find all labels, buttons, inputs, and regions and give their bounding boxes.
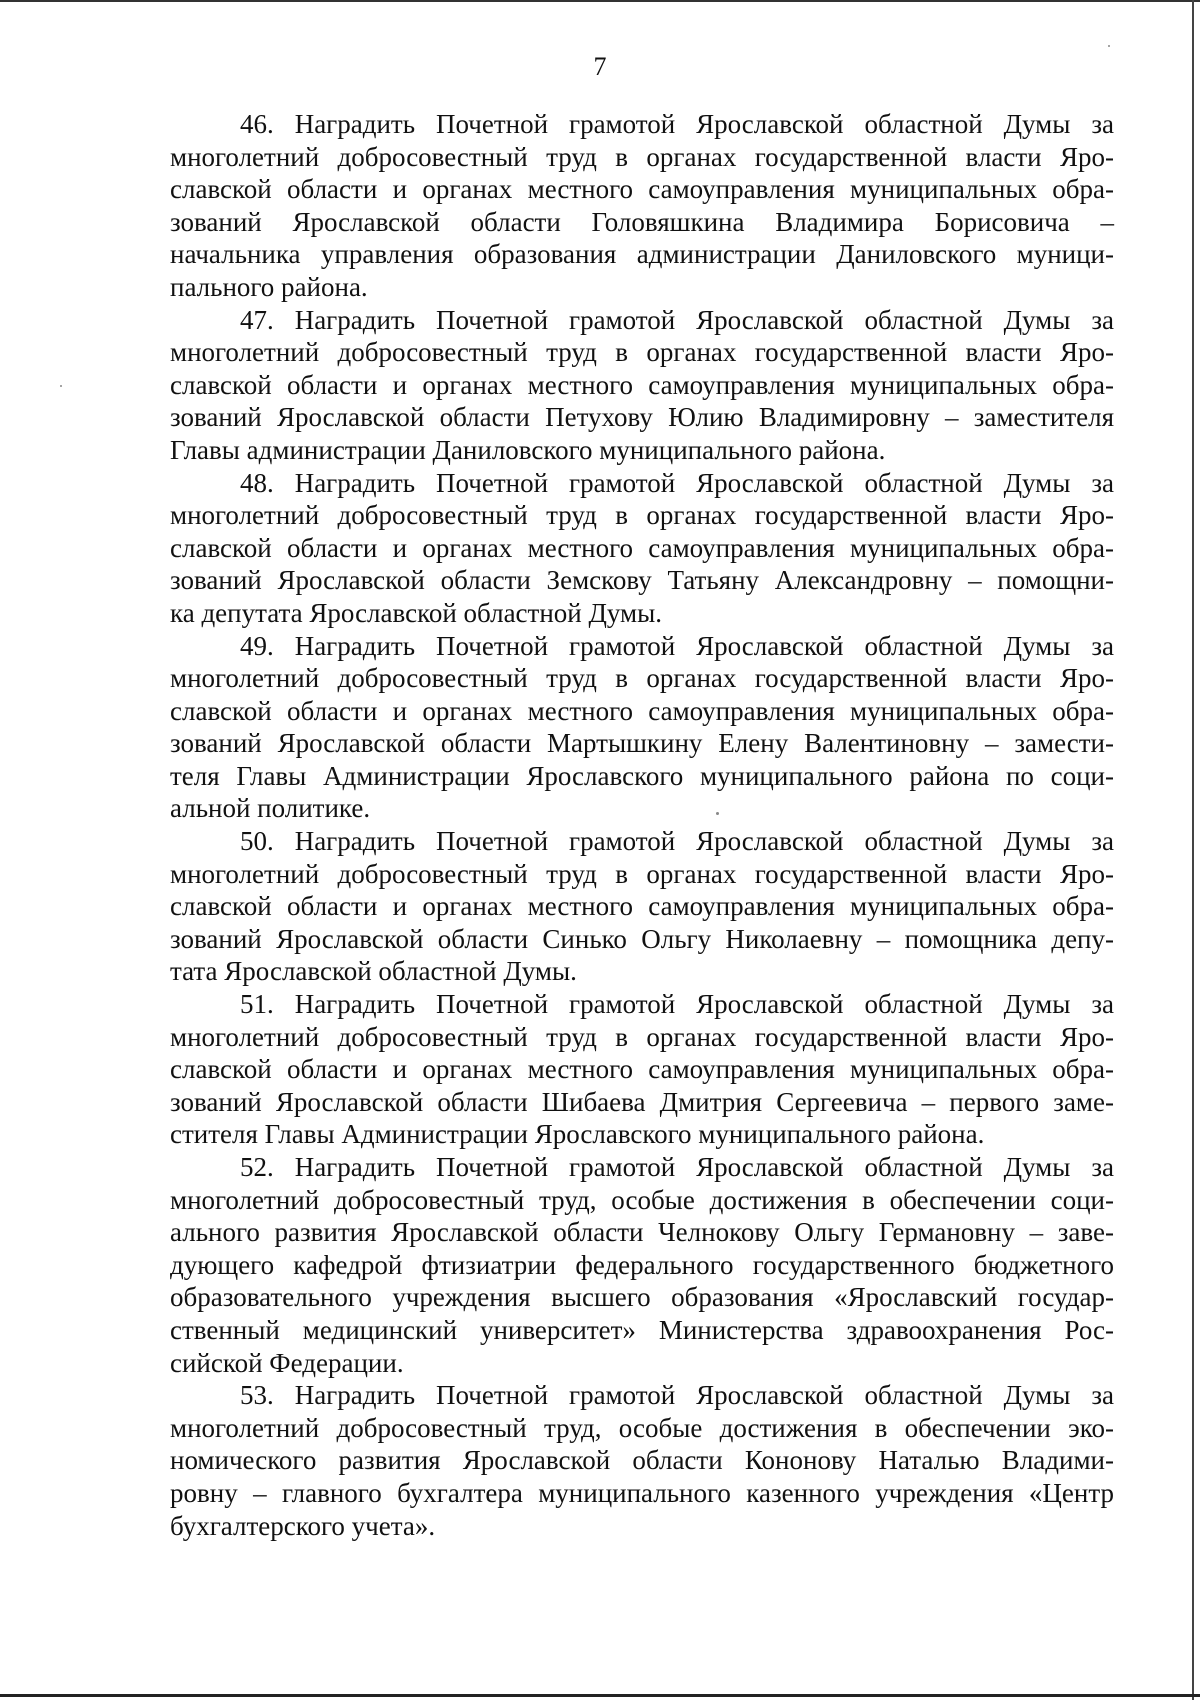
paragraph-line: многолетний добросовестный труд, особые достижения в обеспечении соци-	[170, 1184, 1114, 1215]
award-paragraph	[170, 1151, 1114, 1379]
award-paragraph	[170, 467, 1114, 630]
paragraph-line: зований Ярославской области Синько Ольгу Николаевну – помощника депу-	[170, 923, 1114, 954]
document-body	[170, 108, 1114, 1542]
paragraph-line: 50. Наградить Почетной грамотой Ярославской областной Думы за	[240, 826, 1114, 857]
paragraph-line: многолетний добросовестный труд в органах государственной власти Яро-	[170, 337, 1114, 368]
award-paragraph	[170, 1379, 1114, 1542]
paragraph-line: сийской Федерации.	[170, 1347, 404, 1378]
award-paragraph	[170, 988, 1114, 1151]
scan-edge-top	[0, 0, 1200, 2]
paragraph-line: 49. Наградить Почетной грамотой Ярославской областной Думы за	[240, 630, 1114, 661]
paragraph-line: ка депутата Ярославской областной Думы.	[170, 597, 663, 628]
paragraph-line: славской области и органах местного самоуправления муниципальных обра-	[170, 369, 1114, 400]
paragraph-line: зований Ярославской области Петухову Юлию Владимировну – заместителя	[170, 402, 1114, 433]
paragraph-line: Главы администрации Даниловского муниципального района.	[170, 434, 886, 465]
paragraph-line: многолетний добросовестный труд в органах государственной власти Яро-	[170, 1021, 1114, 1052]
paragraph-line: теля Главы Администрации Ярославского муниципального района по соци-	[170, 760, 1114, 791]
paragraph-line: 47. Наградить Почетной грамотой Ярославской областной Думы за	[240, 304, 1114, 335]
paragraph-line: ственный медицинский университет» Министерства здравоохранения Рос-	[170, 1314, 1114, 1345]
paragraph-line: номического развития Ярославской области Кононову Наталью Владими-	[170, 1445, 1114, 1476]
paragraph-line: пального района.	[170, 271, 368, 302]
scan-edge-bottom	[0, 1694, 1200, 1697]
paragraph-line: 51. Наградить Почетной грамотой Ярославской областной Думы за	[240, 989, 1114, 1020]
scan-edge-right	[1192, 0, 1194, 1700]
paragraph-line: зований Ярославской области Головяшкина Владимира Борисовича –	[170, 206, 1114, 237]
award-paragraph	[170, 108, 1114, 304]
paragraph-line: славской области и органах местного самоуправления муниципальных обра-	[170, 532, 1114, 563]
paragraph-line: 52. Наградить Почетной грамотой Ярославской областной Думы за	[240, 1152, 1114, 1182]
paragraph-line: 48. Наградить Почетной грамотой Ярославской областной Думы за	[240, 467, 1114, 498]
paragraph-line: зований Ярославской области Мартышкину Елену Валентиновну – замести-	[170, 728, 1114, 759]
paragraph-line: начальника управления образования администрации Даниловского муници-	[170, 239, 1114, 270]
paragraph-line: зований Ярославской области Шибаева Дмитрия Сергеевича – первого заме-	[170, 1086, 1114, 1117]
scan-speck	[60, 385, 62, 387]
award-paragraph	[170, 825, 1114, 988]
scan-speck	[1108, 45, 1110, 47]
award-paragraph	[170, 630, 1114, 826]
award-paragraph	[170, 304, 1114, 467]
paragraph-line: стителя Главы Администрации Ярославского муниципального района.	[170, 1119, 985, 1150]
paragraph-line: 53. Наградить Почетной грамотой Ярославской областной Думы за	[240, 1380, 1114, 1411]
paragraph-line: альной политике.	[170, 793, 371, 824]
paragraph-line: ального развития Ярославской области Челнокову Ольгу Германовну – заве-	[170, 1217, 1114, 1248]
paragraph-line: многолетний добросовестный труд в органах государственной власти Яро-	[170, 141, 1114, 172]
paragraph-line: славской области и органах местного самоуправления муниципальных обра-	[170, 695, 1114, 726]
paragraph-line: ровну – главного бухгалтера муниципального казенного учреждения «Центр	[170, 1477, 1114, 1508]
paragraph-line: славской области и органах местного самоуправления муниципальных обра-	[170, 1054, 1114, 1085]
paragraph-line: многолетний добросовестный труд в органах государственной власти Яро-	[170, 663, 1114, 694]
paragraph-line: многолетний добросовестный труд в органах государственной власти Яро-	[170, 858, 1114, 889]
paragraph-line: зований Ярославской области Земскову Татьяну Александровну – помощни-	[170, 565, 1114, 596]
paragraph-line: тата Ярославской областной Думы.	[170, 956, 577, 987]
paragraph-line: дующего кафедрой фтизиатрии федерального государственного бюджетного	[170, 1249, 1114, 1280]
paragraph-line: славской области и органах местного самоуправления муниципальных обра-	[170, 891, 1114, 922]
page-number: 7	[593, 52, 607, 81]
paragraph-line: образовательного учреждения высшего образования «Ярославский государ-	[170, 1282, 1114, 1313]
paragraph-line: славской области и органах местного самоуправления муниципальных обра-	[170, 174, 1114, 205]
paragraph-line: бухгалтерского учета».	[170, 1510, 436, 1541]
paragraph-line: многолетний добросовестный труд в органах государственной власти Яро-	[170, 500, 1114, 531]
paragraph-line: многолетний добросовестный труд, особые достижения в обеспечении эко-	[170, 1412, 1114, 1443]
paragraph-line: 46. Наградить Почетной грамотой Ярославской областной Думы за	[240, 109, 1114, 139]
